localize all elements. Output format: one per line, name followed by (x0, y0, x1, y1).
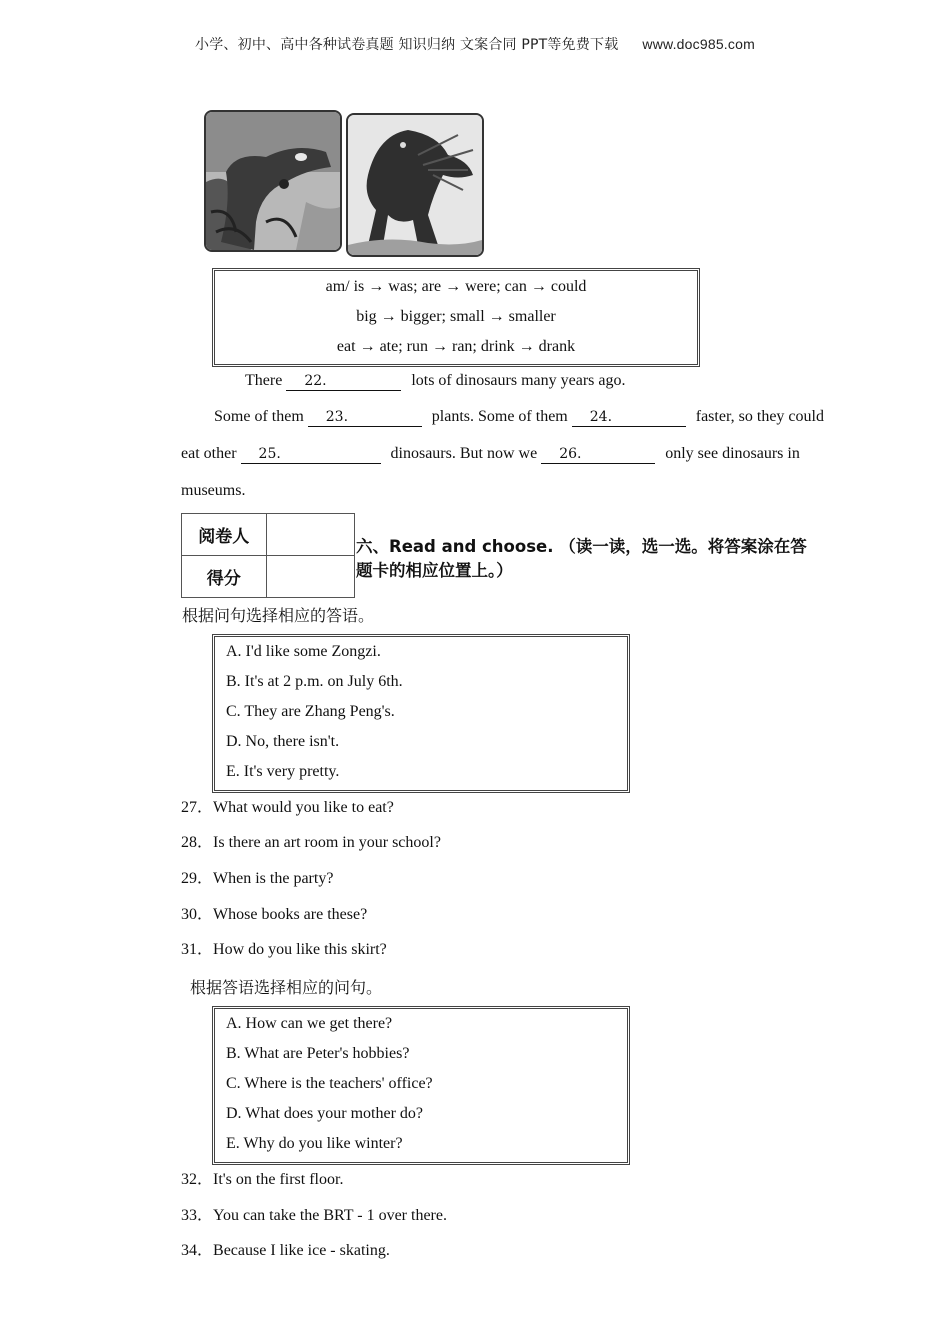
blank-25[interactable]: 25. (241, 445, 381, 464)
question-item (181, 940, 387, 960)
question-item (181, 1206, 447, 1226)
option-item: C. Where is the teachers' office? (226, 1075, 433, 1092)
question-item (181, 798, 394, 818)
blank-23[interactable]: 23. (308, 408, 422, 427)
question-number: 30． (181, 906, 214, 923)
passage-line-4: museums. (181, 482, 246, 499)
passage-line-3 (181, 444, 800, 464)
option-item: A. How can we get there? (226, 1015, 393, 1032)
question-number: 29． (181, 870, 214, 887)
option-item: D. What does your mother do? (226, 1105, 423, 1122)
option-item: C. They are Zhang Peng's. (226, 703, 395, 720)
passage-text: There (245, 372, 283, 389)
question-text: Whose books are these? (213, 906, 368, 923)
section-title (356, 535, 807, 583)
page-header (0, 34, 950, 54)
option-item: B. What are Peter's hobbies? (226, 1045, 410, 1062)
reviewer-label: 阅卷人 (182, 514, 267, 556)
question-item (181, 1241, 390, 1261)
option-item: A. I'd like some Zongzi. (226, 643, 381, 660)
question-text: You can take the BRT - 1 over there. (213, 1207, 447, 1224)
dinosaur-photo-1 (204, 110, 342, 252)
passage-text: dinosaurs. But now we (390, 445, 538, 462)
question-number: 28． (181, 834, 214, 851)
vocab-line: am/ is → was; are → were; can → could (325, 278, 587, 295)
question-number: 32． (181, 1171, 214, 1188)
vocab-line: eat → ate; run → ran; drink → drank (336, 338, 576, 355)
passage-text: Some of them (214, 408, 304, 425)
vocab-line: big → bigger; small → smaller (356, 308, 556, 325)
question-text: Is there an art room in your school? (213, 834, 441, 851)
passage-text: lots of dinosaurs many years ago. (411, 372, 626, 389)
option-item: D. No, there isn't. (226, 733, 340, 750)
reviewer-cell[interactable] (266, 514, 354, 556)
question-text: When is the party? (213, 870, 334, 887)
question-text: How do you like this skirt? (213, 941, 387, 958)
passage-text: only see dinosaurs in (665, 445, 800, 462)
option-item: E. Why do you like winter? (226, 1135, 403, 1152)
question-text: Because I like ice - skating. (213, 1242, 390, 1259)
part1-instruction: 根据问句选择相应的答语。 (182, 606, 375, 625)
question-number: 27． (181, 799, 214, 816)
question-item (181, 869, 333, 889)
blank-22[interactable]: 22. (286, 372, 401, 391)
blank-24[interactable]: 24. (572, 408, 686, 427)
question-text: What would you like to eat? (213, 799, 394, 816)
score-table (181, 513, 355, 598)
question-item (181, 905, 367, 925)
passage-text: eat other (181, 445, 237, 462)
question-text: It's on the first floor. (213, 1171, 344, 1188)
blank-26[interactable]: 26. (541, 445, 655, 464)
dinosaur-photo-2 (346, 113, 484, 257)
section-title-line-1: 六、Read and choose. （读一读，选一选。将答案涂在答 (356, 537, 807, 556)
score-cell[interactable] (266, 556, 354, 598)
header-text: 小学、初中、高中各种试卷真题 知识归纳 文案合同 PPT等免费下载 (195, 37, 619, 53)
question-number: 34． (181, 1242, 214, 1259)
question-number: 31． (181, 941, 214, 958)
passage-text: faster, so they could (695, 408, 824, 425)
question-item (181, 833, 441, 853)
question-item (181, 1170, 343, 1190)
answer-options-box (212, 634, 630, 793)
vocab-box (212, 268, 700, 367)
option-item: B. It's at 2 p.m. on July 6th. (226, 673, 403, 690)
question-number: 33． (181, 1207, 214, 1224)
option-item: E. It's very pretty. (226, 763, 340, 780)
passage-line-2 (214, 407, 824, 427)
header-url: www.doc985.com (642, 36, 755, 52)
passage-text: plants. Some of them (431, 408, 568, 425)
question-options-box (212, 1006, 630, 1165)
part2-instruction: 根据答语选择相应的问句。 (190, 978, 383, 997)
section-title-line-2: 题卡的相应位置上。） (356, 561, 513, 580)
score-label: 得分 (182, 556, 267, 598)
passage-line-1 (245, 371, 626, 391)
